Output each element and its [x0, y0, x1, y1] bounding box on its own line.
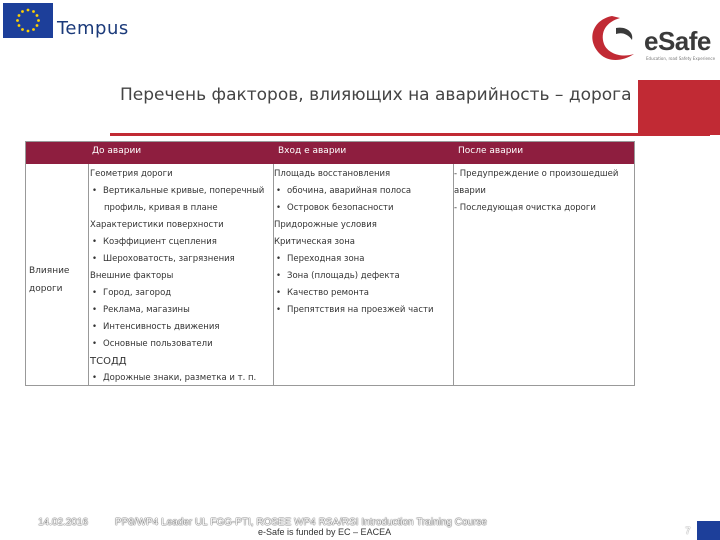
row-label	[29, 262, 69, 298]
before-factor-line: • Вертикальные кривые, поперечный	[92, 186, 264, 196]
during-factor-line: • Препятствия на проезжей части	[276, 305, 434, 315]
column-header-after: После аварии	[458, 146, 524, 156]
before-factor-line: • Шероховатость, загрязнения	[92, 254, 235, 264]
before-factor-line: • Реклама, магазины	[92, 305, 190, 315]
footer-funding-text: e-Safe is funded by EC – EACEA	[258, 527, 392, 537]
before-factor-line: профиль, кривая в плане	[104, 203, 218, 213]
footer-course-text: PP8/WP4 Leader UL FGG-PTI, ROSEE WP4 RSA/RSI Introduction Training Course	[115, 517, 487, 528]
row-label-line: дороги	[29, 284, 63, 294]
before-factor-line: • Коэффициент сцепления	[92, 237, 217, 247]
after-factor-line: - Последующая очистка дороги	[454, 203, 596, 213]
after-factor-line: - Предупреждение о произошедшей	[454, 169, 619, 179]
during-factor-line: • обочина, аварийная полоса	[276, 186, 411, 196]
page-title: Перечень факторов, влияющих на аварийность – дорога	[120, 85, 632, 105]
during-factor-line: • Зона (площадь) дефекта	[276, 271, 400, 281]
title-accent-block	[638, 80, 720, 135]
footer-date: 14.02.2016	[38, 517, 89, 528]
esafe-tagline: Education, road Safety Experience	[646, 56, 716, 61]
before-factor-line: Характеристики поверхности	[90, 220, 224, 230]
before-factor-line: • Интенсивность движения	[92, 322, 219, 332]
page-number: 7	[685, 526, 691, 537]
during-factor-line: Критическая зона	[274, 237, 355, 247]
during-factor-line: Придорожные условия	[274, 220, 377, 230]
before-factor-line: Внешние факторы	[90, 271, 174, 281]
during-factor-line: Площадь восстановления	[274, 169, 391, 179]
factors-table	[25, 141, 635, 386]
column-header-before: До аварии	[92, 146, 142, 156]
eu-flag-logo	[3, 3, 53, 38]
esafe-logo-text: eSafe	[644, 26, 711, 56]
before-factor-line: Геометрия дороги	[90, 169, 173, 179]
before-factor-line: • Основные пользователи	[92, 339, 213, 349]
column-divider	[88, 164, 89, 385]
tempus-logo-text: Tempus	[57, 18, 129, 39]
column-divider	[273, 164, 274, 385]
before-factor-line: • Город, загород	[92, 288, 171, 298]
title-underline	[110, 133, 710, 136]
during-factor-line: • Переходная зона	[276, 254, 364, 264]
before-factor-line: • Дорожные знаки, разметка и т. п.	[92, 373, 256, 383]
row-label-line: Влияние	[29, 266, 70, 276]
table-header	[26, 142, 634, 164]
column-divider	[453, 164, 454, 385]
during-factor-line: • Качество ремонта	[276, 288, 369, 298]
during-factor-line: • Островок безопасности	[276, 203, 394, 213]
before-factor-line: ТСОДД	[90, 356, 127, 367]
eu-flag-small-icon	[697, 521, 720, 540]
column-header-during: Вход е аварии	[278, 146, 347, 156]
after-factor-line: аварии	[454, 186, 486, 196]
